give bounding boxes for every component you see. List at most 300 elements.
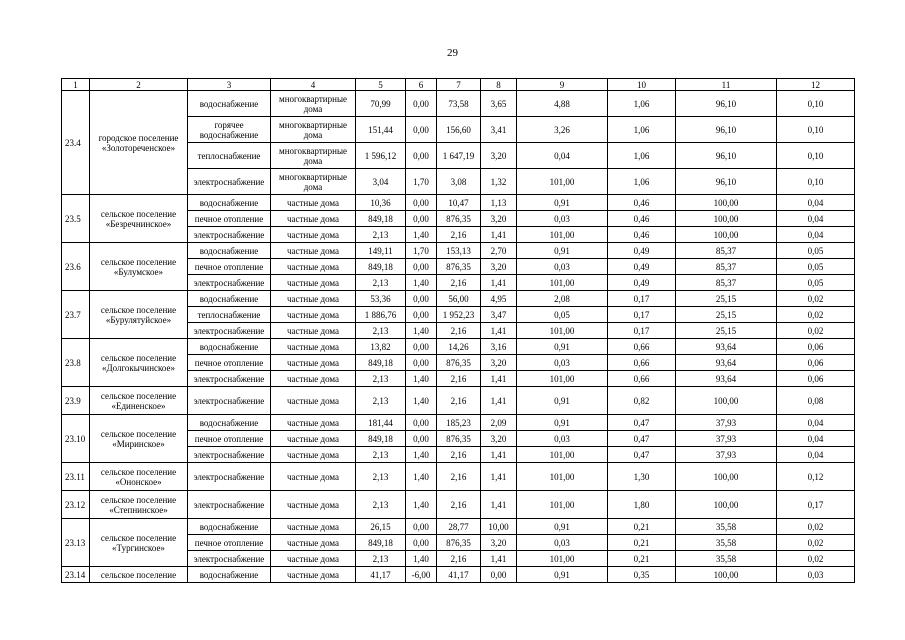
settlement-name-cell: сельское поселение «Булумское» <box>90 243 188 291</box>
value-cell-c11: 37,93 <box>676 415 777 431</box>
value-cell-c5: 149,11 <box>356 243 406 259</box>
value-cell-c11: 35,58 <box>676 551 777 567</box>
value-cell-c12: 0,05 <box>777 243 855 259</box>
value-cell-c8: 3,20 <box>481 355 517 371</box>
value-cell-c10: 0,66 <box>608 355 676 371</box>
housing-type-cell: частные дома <box>271 259 356 275</box>
value-cell-c8: 1,41 <box>481 387 517 415</box>
value-cell-c7: 2,16 <box>437 227 481 243</box>
service-cell: теплоснабжение <box>188 307 271 323</box>
value-cell-c10: 0,47 <box>608 431 676 447</box>
table-row <box>62 491 855 519</box>
service-cell: теплоснабжение <box>188 143 271 169</box>
service-cell: электроснабжение <box>188 275 271 291</box>
value-cell-c12: 0,04 <box>777 227 855 243</box>
value-cell-c7: 2,16 <box>437 491 481 519</box>
value-cell-c5: 2,13 <box>356 387 406 415</box>
value-cell-c5: 53,36 <box>356 291 406 307</box>
value-cell-c12: 0,06 <box>777 339 855 355</box>
value-cell-c10: 1,30 <box>608 463 676 491</box>
value-cell-c10: 0,21 <box>608 519 676 535</box>
housing-type-cell: многоквартирные дома <box>271 117 356 143</box>
value-cell-c9: 0,03 <box>517 535 608 551</box>
value-cell-c5: 70,99 <box>356 91 406 117</box>
value-cell-c11: 25,15 <box>676 323 777 339</box>
table-row <box>62 195 855 211</box>
table-row <box>62 463 855 491</box>
header-cell: 7 <box>437 79 481 91</box>
value-cell-c11: 93,64 <box>676 371 777 387</box>
value-cell-c10: 0,17 <box>608 291 676 307</box>
value-cell-c12: 0,03 <box>777 567 855 583</box>
value-cell-c10: 1,80 <box>608 491 676 519</box>
value-cell-c11: 100,00 <box>676 463 777 491</box>
value-cell-c11: 100,00 <box>676 387 777 415</box>
housing-type-cell: многоквартирные дома <box>271 143 356 169</box>
value-cell-c7: 10,47 <box>437 195 481 211</box>
housing-type-cell: многоквартирные дома <box>271 169 356 195</box>
value-cell-c6: 0,00 <box>406 211 437 227</box>
value-cell-c7: 28,77 <box>437 519 481 535</box>
header-cell: 10 <box>608 79 676 91</box>
value-cell-c12: 0,04 <box>777 431 855 447</box>
value-cell-c12: 0,12 <box>777 463 855 491</box>
value-cell-c6: 1,40 <box>406 275 437 291</box>
housing-type-cell: частные дома <box>271 291 356 307</box>
value-cell-c9: 101,00 <box>517 275 608 291</box>
value-cell-c9: 0,91 <box>517 195 608 211</box>
value-cell-c8: 3,65 <box>481 91 517 117</box>
row-number-cell: 23.5 <box>62 195 90 243</box>
service-cell: печное отопление <box>188 535 271 551</box>
value-cell-c10: 0,49 <box>608 243 676 259</box>
table-row <box>62 567 855 583</box>
value-cell-c5: 849,18 <box>356 431 406 447</box>
value-cell-c12: 0,10 <box>777 143 855 169</box>
value-cell-c8: 3,20 <box>481 535 517 551</box>
value-cell-c5: 2,13 <box>356 447 406 463</box>
service-cell: электроснабжение <box>188 551 271 567</box>
value-cell-c5: 1 596,12 <box>356 143 406 169</box>
value-cell-c11: 96,10 <box>676 143 777 169</box>
service-cell: водоснабжение <box>188 243 271 259</box>
value-cell-c9: 2,08 <box>517 291 608 307</box>
value-cell-c7: 2,16 <box>437 371 481 387</box>
value-cell-c10: 0,46 <box>608 195 676 211</box>
housing-type-cell: частные дома <box>271 243 356 259</box>
housing-type-cell: частные дома <box>271 211 356 227</box>
value-cell-c10: 0,66 <box>608 339 676 355</box>
header-cell: 2 <box>90 79 188 91</box>
service-cell: электроснабжение <box>188 491 271 519</box>
value-cell-c7: 14,26 <box>437 339 481 355</box>
value-cell-c11: 100,00 <box>676 491 777 519</box>
value-cell-c5: 2,13 <box>356 551 406 567</box>
housing-type-cell: частные дома <box>271 195 356 211</box>
service-cell: электроснабжение <box>188 387 271 415</box>
value-cell-c8: 1,41 <box>481 447 517 463</box>
row-number-cell: 23.12 <box>62 491 90 519</box>
value-cell-c11: 25,15 <box>676 291 777 307</box>
value-cell-c5: 151,44 <box>356 117 406 143</box>
row-number-cell: 23.14 <box>62 567 90 583</box>
header-cell: 11 <box>676 79 777 91</box>
value-cell-c8: 3,16 <box>481 339 517 355</box>
value-cell-c10: 0,49 <box>608 275 676 291</box>
value-cell-c9: 0,91 <box>517 387 608 415</box>
service-cell: водоснабжение <box>188 567 271 583</box>
value-cell-c9: 101,00 <box>517 447 608 463</box>
value-cell-c5: 849,18 <box>356 259 406 275</box>
value-cell-c9: 4,88 <box>517 91 608 117</box>
value-cell-c10: 0,47 <box>608 415 676 431</box>
value-cell-c6: 0,00 <box>406 431 437 447</box>
housing-type-cell: частные дома <box>271 519 356 535</box>
value-cell-c11: 100,00 <box>676 567 777 583</box>
header-cell: 6 <box>406 79 437 91</box>
value-cell-c9: 0,91 <box>517 415 608 431</box>
value-cell-c8: 10,00 <box>481 519 517 535</box>
value-cell-c6: 0,00 <box>406 91 437 117</box>
value-cell-c6: 0,00 <box>406 195 437 211</box>
value-cell-c10: 0,66 <box>608 371 676 387</box>
value-cell-c7: 2,16 <box>437 323 481 339</box>
value-cell-c12: 0,10 <box>777 169 855 195</box>
row-number-cell: 23.9 <box>62 387 90 415</box>
value-cell-c9: 0,03 <box>517 259 608 275</box>
service-cell: электроснабжение <box>188 463 271 491</box>
value-cell-c12: 0,02 <box>777 323 855 339</box>
value-cell-c5: 2,13 <box>356 323 406 339</box>
value-cell-c9: 101,00 <box>517 491 608 519</box>
value-cell-c6: 1,40 <box>406 447 437 463</box>
value-cell-c7: 2,16 <box>437 387 481 415</box>
value-cell-c8: 1,41 <box>481 491 517 519</box>
value-cell-c8: 2,09 <box>481 415 517 431</box>
value-cell-c12: 0,06 <box>777 371 855 387</box>
value-cell-c10: 0,82 <box>608 387 676 415</box>
value-cell-c8: 0,00 <box>481 567 517 583</box>
value-cell-c5: 849,18 <box>356 211 406 227</box>
value-cell-c9: 101,00 <box>517 169 608 195</box>
service-cell: электроснабжение <box>188 323 271 339</box>
value-cell-c10: 0,21 <box>608 551 676 567</box>
value-cell-c6: 1,40 <box>406 491 437 519</box>
value-cell-c8: 3,47 <box>481 307 517 323</box>
value-cell-c8: 1,41 <box>481 371 517 387</box>
value-cell-c7: 156,60 <box>437 117 481 143</box>
value-cell-c11: 85,37 <box>676 259 777 275</box>
value-cell-c7: 2,16 <box>437 463 481 491</box>
header-row <box>62 79 855 91</box>
value-cell-c7: 2,16 <box>437 551 481 567</box>
row-number-cell: 23.13 <box>62 519 90 567</box>
value-cell-c5: 849,18 <box>356 355 406 371</box>
value-cell-c10: 0,47 <box>608 447 676 463</box>
value-cell-c8: 1,41 <box>481 275 517 291</box>
value-cell-c12: 0,02 <box>777 519 855 535</box>
service-cell: водоснабжение <box>188 415 271 431</box>
value-cell-c6: 0,00 <box>406 339 437 355</box>
value-cell-c9: 0,03 <box>517 211 608 227</box>
header-cell: 1 <box>62 79 90 91</box>
value-cell-c10: 1,06 <box>608 169 676 195</box>
value-cell-c5: 2,13 <box>356 463 406 491</box>
value-cell-c10: 0,49 <box>608 259 676 275</box>
value-cell-c5: 181,44 <box>356 415 406 431</box>
value-cell-c9: 0,91 <box>517 339 608 355</box>
value-cell-c8: 1,13 <box>481 195 517 211</box>
housing-type-cell: частные дома <box>271 227 356 243</box>
value-cell-c12: 0,10 <box>777 117 855 143</box>
value-cell-c9: 0,05 <box>517 307 608 323</box>
settlement-name-cell: сельское поселение «Тургинское» <box>90 519 188 567</box>
settlement-name-cell: сельское поселение «Единенское» <box>90 387 188 415</box>
settlement-name-cell: сельское поселение «Безречнинское» <box>90 195 188 243</box>
value-cell-c5: 3,04 <box>356 169 406 195</box>
value-cell-c9: 101,00 <box>517 371 608 387</box>
housing-type-cell: частные дома <box>271 371 356 387</box>
value-cell-c9: 0,91 <box>517 243 608 259</box>
value-cell-c5: 1 886,76 <box>356 307 406 323</box>
value-cell-c11: 100,00 <box>676 227 777 243</box>
value-cell-c12: 0,04 <box>777 211 855 227</box>
value-cell-c5: 2,13 <box>356 491 406 519</box>
housing-type-cell: частные дома <box>271 535 356 551</box>
value-cell-c12: 0,02 <box>777 307 855 323</box>
value-cell-c7: 3,08 <box>437 169 481 195</box>
value-cell-c7: 876,35 <box>437 535 481 551</box>
value-cell-c8: 2,70 <box>481 243 517 259</box>
value-cell-c5: 10,36 <box>356 195 406 211</box>
service-cell: печное отопление <box>188 259 271 275</box>
value-cell-c11: 100,00 <box>676 195 777 211</box>
value-cell-c5: 2,13 <box>356 371 406 387</box>
service-cell: водоснабжение <box>188 339 271 355</box>
housing-type-cell: частные дома <box>271 463 356 491</box>
value-cell-c6: 1,40 <box>406 551 437 567</box>
value-cell-c9: 0,91 <box>517 567 608 583</box>
value-cell-c11: 93,64 <box>676 339 777 355</box>
value-cell-c5: 2,13 <box>356 227 406 243</box>
value-cell-c6: 0,00 <box>406 117 437 143</box>
settlement-name-cell: сельское поселение «Бурулятуйское» <box>90 291 188 339</box>
value-cell-c6: 0,00 <box>406 259 437 275</box>
value-cell-c11: 25,15 <box>676 307 777 323</box>
value-cell-c7: 73,58 <box>437 91 481 117</box>
value-cell-c9: 0,03 <box>517 355 608 371</box>
value-cell-c7: 185,23 <box>437 415 481 431</box>
table-row <box>62 415 855 431</box>
page-number: 29 <box>447 47 458 59</box>
value-cell-c9: 101,00 <box>517 463 608 491</box>
value-cell-c6: 1,70 <box>406 243 437 259</box>
housing-type-cell: частные дома <box>271 307 356 323</box>
value-cell-c7: 1 952,23 <box>437 307 481 323</box>
header-cell: 8 <box>481 79 517 91</box>
value-cell-c6: 1,40 <box>406 463 437 491</box>
header-cell: 9 <box>517 79 608 91</box>
value-cell-c10: 1,06 <box>608 117 676 143</box>
housing-type-cell: частные дома <box>271 431 356 447</box>
service-cell: горячее водоснабжение <box>188 117 271 143</box>
value-cell-c9: 101,00 <box>517 323 608 339</box>
value-cell-c6: 0,00 <box>406 415 437 431</box>
value-cell-c7: 2,16 <box>437 447 481 463</box>
value-cell-c6: 1,40 <box>406 371 437 387</box>
service-cell: водоснабжение <box>188 195 271 211</box>
value-cell-c12: 0,05 <box>777 259 855 275</box>
housing-type-cell: многоквартирные дома <box>271 91 356 117</box>
value-cell-c5: 849,18 <box>356 535 406 551</box>
service-cell: печное отопление <box>188 211 271 227</box>
row-number-cell: 23.10 <box>62 415 90 463</box>
value-cell-c9: 101,00 <box>517 227 608 243</box>
header-cell: 3 <box>188 79 271 91</box>
value-cell-c11: 85,37 <box>676 243 777 259</box>
value-cell-c12: 0,08 <box>777 387 855 415</box>
table-row <box>62 519 855 535</box>
value-cell-c12: 0,04 <box>777 415 855 431</box>
service-cell: электроснабжение <box>188 371 271 387</box>
housing-type-cell: частные дома <box>271 275 356 291</box>
value-cell-c6: 0,00 <box>406 143 437 169</box>
value-cell-c8: 1,41 <box>481 551 517 567</box>
value-cell-c7: 2,16 <box>437 275 481 291</box>
value-cell-c6: 1,40 <box>406 323 437 339</box>
value-cell-c11: 96,10 <box>676 117 777 143</box>
value-cell-c6: -6,00 <box>406 567 437 583</box>
value-cell-c8: 3,20 <box>481 211 517 227</box>
value-cell-c5: 41,17 <box>356 567 406 583</box>
housing-type-cell: частные дома <box>271 491 356 519</box>
value-cell-c7: 876,35 <box>437 259 481 275</box>
value-cell-c7: 56,00 <box>437 291 481 307</box>
row-number-cell: 23.11 <box>62 463 90 491</box>
value-cell-c8: 1,41 <box>481 323 517 339</box>
value-cell-c12: 0,04 <box>777 195 855 211</box>
value-cell-c10: 1,06 <box>608 143 676 169</box>
row-number-cell: 23.6 <box>62 243 90 291</box>
settlement-name-cell: сельское поселение <box>90 567 188 583</box>
value-cell-c11: 37,93 <box>676 431 777 447</box>
value-cell-c12: 0,02 <box>777 535 855 551</box>
value-cell-c9: 0,91 <box>517 519 608 535</box>
settlement-name-cell: сельское поселение «Долгокычинское» <box>90 339 188 387</box>
value-cell-c11: 100,00 <box>676 211 777 227</box>
service-cell: водоснабжение <box>188 519 271 535</box>
value-cell-c7: 153,13 <box>437 243 481 259</box>
settlement-name-cell: городское поселение «Золотореченское» <box>90 91 188 195</box>
housing-type-cell: частные дома <box>271 387 356 415</box>
value-cell-c6: 0,00 <box>406 307 437 323</box>
value-cell-c10: 0,17 <box>608 307 676 323</box>
value-cell-c8: 3,41 <box>481 117 517 143</box>
housing-type-cell: частные дома <box>271 567 356 583</box>
value-cell-c5: 26,15 <box>356 519 406 535</box>
value-cell-c9: 101,00 <box>517 551 608 567</box>
value-cell-c7: 41,17 <box>437 567 481 583</box>
housing-type-cell: частные дома <box>271 323 356 339</box>
value-cell-c11: 85,37 <box>676 275 777 291</box>
service-cell: водоснабжение <box>188 291 271 307</box>
value-cell-c6: 0,00 <box>406 519 437 535</box>
value-cell-c8: 3,20 <box>481 431 517 447</box>
value-cell-c10: 1,06 <box>608 91 676 117</box>
housing-type-cell: частные дома <box>271 355 356 371</box>
value-cell-c9: 3,26 <box>517 117 608 143</box>
row-number-cell: 23.8 <box>62 339 90 387</box>
value-cell-c10: 0,35 <box>608 567 676 583</box>
value-cell-c7: 1 647,19 <box>437 143 481 169</box>
value-cell-c11: 35,58 <box>676 519 777 535</box>
value-cell-c6: 1,40 <box>406 227 437 243</box>
value-cell-c11: 96,10 <box>676 169 777 195</box>
value-cell-c6: 0,00 <box>406 535 437 551</box>
value-cell-c8: 1,32 <box>481 169 517 195</box>
value-cell-c7: 876,35 <box>437 355 481 371</box>
settlement-name-cell: сельское поселение «Степнинское» <box>90 491 188 519</box>
housing-type-cell: частные дома <box>271 339 356 355</box>
table-row <box>62 91 855 117</box>
value-cell-c10: 0,46 <box>608 227 676 243</box>
header-cell: 12 <box>777 79 855 91</box>
value-cell-c8: 3,20 <box>481 143 517 169</box>
row-number-cell: 23.7 <box>62 291 90 339</box>
header-cell: 5 <box>356 79 406 91</box>
settlement-name-cell: сельское поселение «Ононское» <box>90 463 188 491</box>
value-cell-c11: 37,93 <box>676 447 777 463</box>
service-cell: электроснабжение <box>188 169 271 195</box>
table-row <box>62 291 855 307</box>
table-row <box>62 243 855 259</box>
value-cell-c9: 0,03 <box>517 431 608 447</box>
value-cell-c12: 0,04 <box>777 447 855 463</box>
service-cell: печное отопление <box>188 431 271 447</box>
value-cell-c6: 0,00 <box>406 291 437 307</box>
value-cell-c8: 3,20 <box>481 259 517 275</box>
value-cell-c6: 1,40 <box>406 387 437 415</box>
row-number-cell: 23.4 <box>62 91 90 195</box>
value-cell-c8: 1,41 <box>481 463 517 491</box>
service-cell: электроснабжение <box>188 227 271 243</box>
service-cell: водоснабжение <box>188 91 271 117</box>
value-cell-c7: 876,35 <box>437 431 481 447</box>
value-cell-c11: 35,58 <box>676 535 777 551</box>
value-cell-c12: 0,02 <box>777 291 855 307</box>
value-cell-c5: 13,82 <box>356 339 406 355</box>
service-cell: печное отопление <box>188 355 271 371</box>
value-cell-c11: 93,64 <box>676 355 777 371</box>
value-cell-c9: 0,04 <box>517 143 608 169</box>
header-cell: 4 <box>271 79 356 91</box>
table-row <box>62 387 855 415</box>
value-cell-c6: 0,00 <box>406 355 437 371</box>
housing-type-cell: частные дома <box>271 551 356 567</box>
value-cell-c10: 0,46 <box>608 211 676 227</box>
value-cell-c12: 0,02 <box>777 551 855 567</box>
service-cell: электроснабжение <box>188 447 271 463</box>
tariff-table <box>61 78 855 583</box>
value-cell-c10: 0,21 <box>608 535 676 551</box>
value-cell-c11: 96,10 <box>676 91 777 117</box>
value-cell-c5: 2,13 <box>356 275 406 291</box>
housing-type-cell: частные дома <box>271 415 356 431</box>
value-cell-c8: 4,95 <box>481 291 517 307</box>
value-cell-c12: 0,05 <box>777 275 855 291</box>
housing-type-cell: частные дома <box>271 447 356 463</box>
value-cell-c7: 876,35 <box>437 211 481 227</box>
